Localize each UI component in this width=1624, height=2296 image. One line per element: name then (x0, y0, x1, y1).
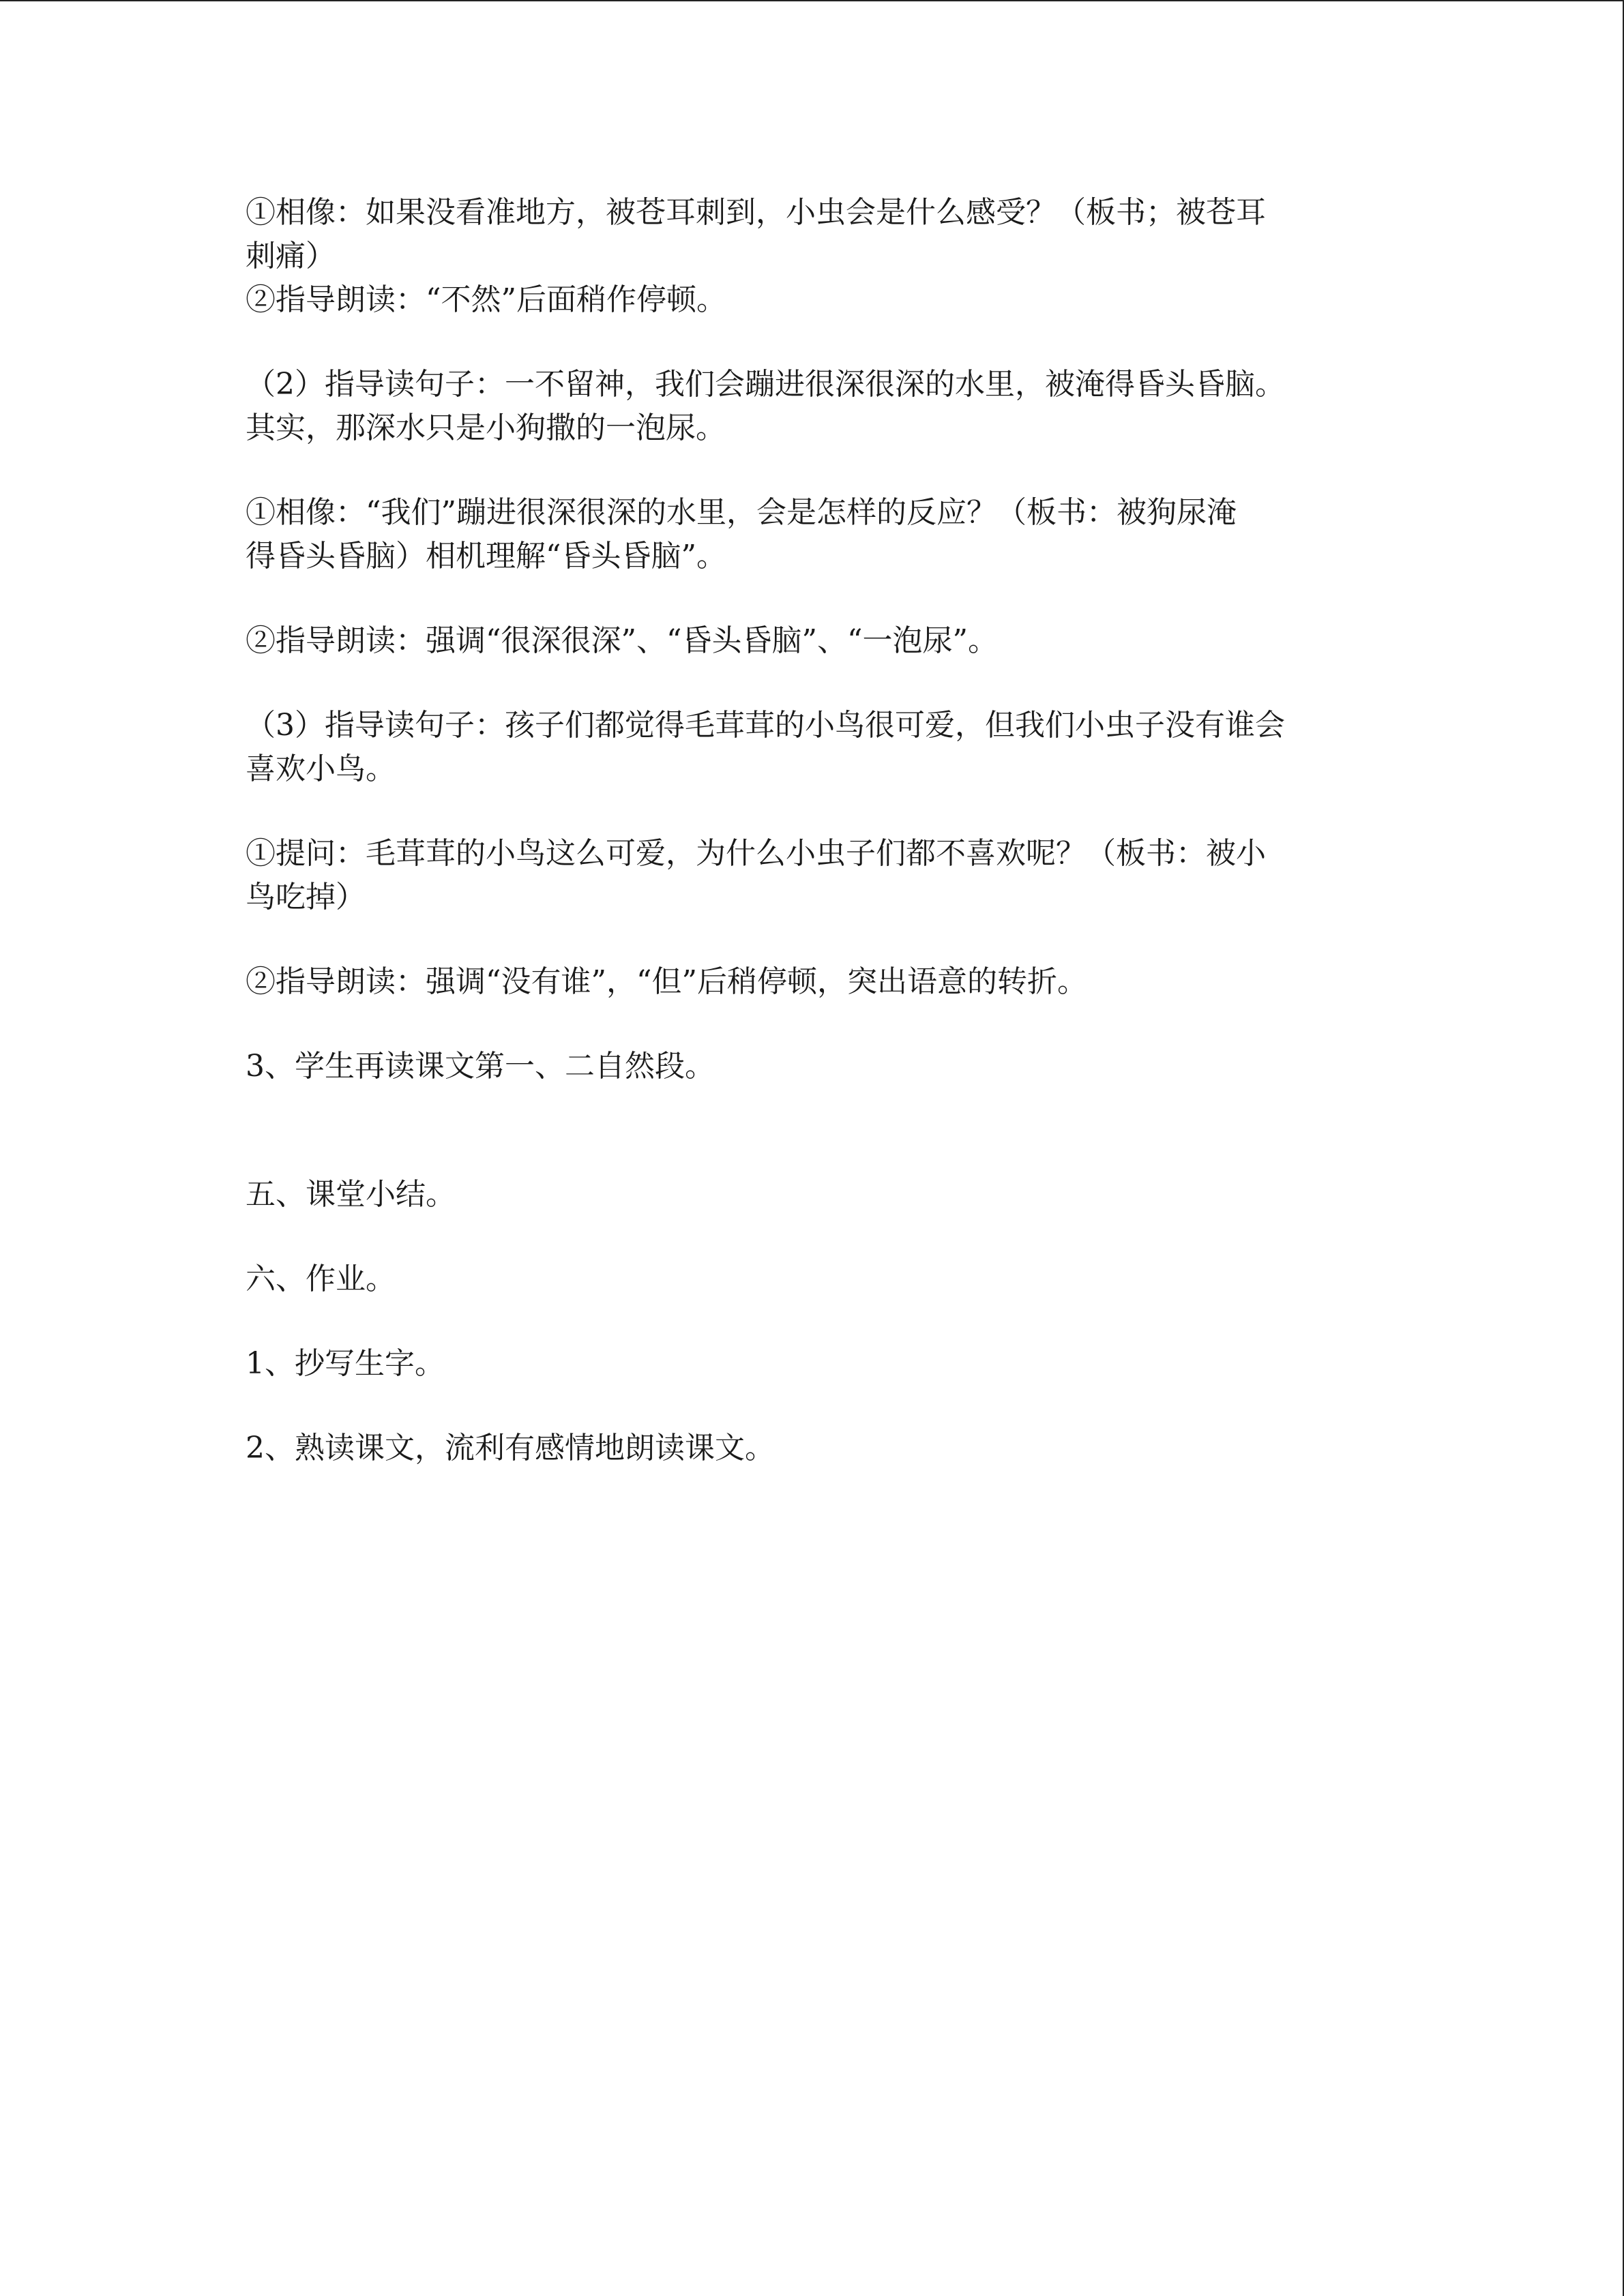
paragraph-gap (246, 578, 1378, 619)
text-line: （2）指导读句子：一不留神，我们会蹦进很深很深的水里，被淹得昏头昏脑。 (246, 367, 1285, 402)
paragraph-gap (246, 791, 1378, 832)
page-border-top (0, 0, 1624, 1)
text-line: ①提问：毛茸茸的小鸟这么可爱，为什么小虫子们都不喜欢呢？（板书：被小 (246, 836, 1266, 871)
paragraph-gap (246, 663, 1378, 704)
text-line: 五、课堂小结。 (246, 1177, 456, 1212)
text-line: 六、作业。 (246, 1262, 396, 1296)
text-line: （3）指导读句子：孩子们都觉得毛茸茸的小鸟很可爱，但我们小虫子没有谁会 (246, 708, 1285, 743)
text-line: 其实，那深水只是小狗撒的一泡尿。 (246, 411, 726, 445)
paragraph-gap (246, 1217, 1378, 1257)
text-line: ②指导朗读：强调“没有谁”，“但”后稍停顿，突出语意的转折。 (246, 964, 1087, 999)
paragraph-gap (246, 1004, 1378, 1045)
text-line: 得昏头昏脑）相机理解“昏头昏脑”。 (246, 539, 726, 573)
text-line: ①相像：如果没看准地方，被苍耳刺到，小虫会是什么感受？（板书；被苍耳 (246, 195, 1266, 230)
paragraph-gap (246, 322, 1378, 363)
text-line: 2、熟读课文，流利有感情地朗读课文。 (246, 1431, 775, 1465)
paragraph-gap (246, 1386, 1378, 1427)
text-line: 鸟吃掉） (246, 880, 366, 914)
section-gap (246, 1088, 1378, 1173)
paragraph-gap (246, 1301, 1378, 1342)
text-line: ②指导朗读：强调“很深很深”、“昏头昏脑”、“一泡尿”。 (246, 623, 998, 658)
text-line: 刺痛） (246, 239, 336, 273)
paragraph-gap (246, 450, 1378, 491)
text-line: 3、学生再读课文第一、二自然段。 (246, 1049, 715, 1084)
text-line: ②指导朗读：“不然”后面稍作停顿。 (246, 282, 726, 317)
paragraph-gap (246, 919, 1378, 960)
text-line: 1、抄写生字。 (246, 1346, 445, 1381)
text-line: ①相像：“我们”蹦进很深很深的水里，会是怎样的反应？（板书：被狗尿淹 (246, 495, 1237, 530)
text-line: 喜欢小鸟。 (246, 751, 396, 786)
document-body (246, 191, 1378, 1470)
